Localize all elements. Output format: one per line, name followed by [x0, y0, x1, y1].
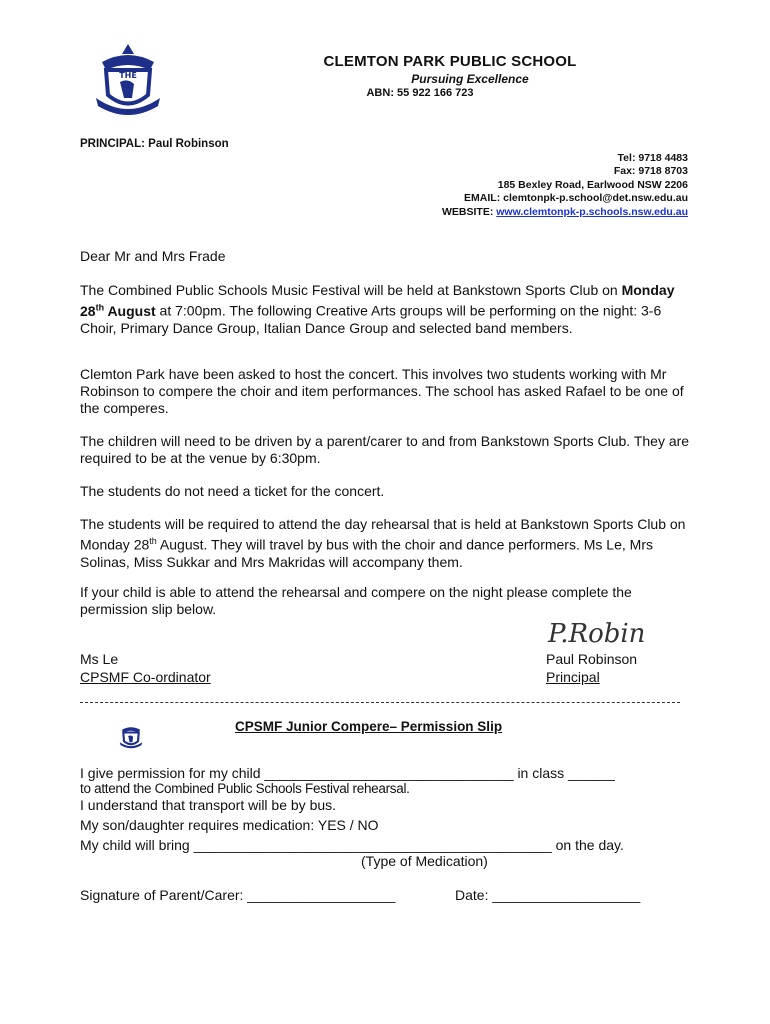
medication-type-caption: (Type of Medication)	[361, 853, 488, 869]
permission-slip-title: CPSMF Junior Compere– Permission Slip	[235, 719, 503, 734]
salutation: Dear Mr and Mrs Frade	[80, 248, 226, 264]
principal-signature-block	[546, 650, 637, 686]
p1-text-a: The Combined Public Schools Music Festival will be held at Bankstown Sports Club on	[80, 282, 622, 298]
coordinator-title: CPSMF Co-ordinator	[80, 669, 211, 685]
p5-text-a: The students will be required to attend the day rehearsal that is held at Bankstown Sports Club on Monday 28	[80, 516, 686, 553]
address-line: 185 Bexley Road, Earlwood NSW 2206	[497, 178, 688, 191]
school-name: CLEMTON PARK PUBLIC SCHOOL	[323, 53, 577, 70]
fax-line: Fax: 9718 8703	[613, 165, 688, 178]
abn-number: ABN: 55 922 166 723	[366, 87, 474, 99]
coordinator-signature-block	[80, 650, 211, 686]
permission-child-line[interactable]: I give permission for my child ________________________________ in class ______	[80, 765, 615, 781]
paragraph-rehearsal	[80, 516, 690, 571]
paragraph-transport: The children will need to be driven by a parent/carer to and from Bankstown Sports Club. They are required to be at the venue by 6:30pm.	[80, 433, 690, 466]
website-label: WEBSITE:	[442, 205, 497, 218]
paragraph-host: Clemton Park have been asked to host the concert. This involves two students working with Mr Robinson to compere the choir and item performances. The school has asked Rafael to be one of the comperes.	[80, 366, 684, 416]
paragraph-festival	[80, 282, 690, 337]
small-school-crest-logo	[117, 722, 145, 750]
p5-sup: th	[149, 536, 157, 546]
email-line: EMAIL: clemtonpk-p.school@det.nsw.edu.au	[464, 192, 688, 205]
principal-signature	[546, 612, 646, 652]
cut-line-divider	[80, 702, 680, 703]
contact-block	[442, 152, 688, 219]
transport-line: I understand that transport will be by bus.	[80, 797, 337, 813]
svg-text:P.Robin: P.Robin	[548, 619, 646, 649]
p1-text-b: at 7:00pm. The following Creative Arts groups will be performing on the night: 3-6 Choir, Primary Dance Group, Italian Dance Group and selected band members.	[80, 302, 662, 336]
medication-bring-line[interactable]: My child will bring ______________________________________________ on the day.	[80, 837, 624, 853]
tel-line: Tel: 9718 4483	[617, 152, 688, 164]
parent-signature-line[interactable]: Signature of Parent/Carer: ___________________	[80, 887, 396, 903]
principal-name: Paul Robinson	[546, 651, 638, 667]
p5-text-b: August. They will travel by bus with the choir and dance performers. Ms Le, Mrs Solinas, Miss Sukkar and Mrs Makridas will accompany them.	[80, 536, 653, 570]
p1-date-sup: th	[95, 302, 105, 312]
paragraph-permission: If your child is able to attend the rehearsal and compere on the night please complete the permission slip below.	[80, 584, 632, 617]
svg-text:THE: THE	[119, 71, 137, 80]
p1-date-a: Monday 28	[80, 282, 675, 319]
principal-title: Principal	[546, 669, 600, 685]
paragraph-ticket: The students do not need a ticket for the concert.	[80, 483, 385, 499]
date-line[interactable]: Date: ___________________	[455, 887, 641, 903]
p1-date-b: August	[104, 302, 156, 319]
rehearsal-line: to attend the Combined Public Schools Festival rehearsal.	[80, 781, 410, 796]
medication-choice-line[interactable]: My son/daughter requires medication: YES / NO	[80, 817, 379, 833]
school-motto: Pursuing Excellence	[411, 72, 529, 86]
website-line	[442, 206, 688, 219]
coordinator-name: Ms Le	[80, 651, 119, 667]
principal-line: PRINCIPAL: Paul Robinson	[80, 138, 229, 150]
website-link[interactable]: www.clemtonpk-p.schools.nsw.edu.au	[496, 205, 688, 218]
